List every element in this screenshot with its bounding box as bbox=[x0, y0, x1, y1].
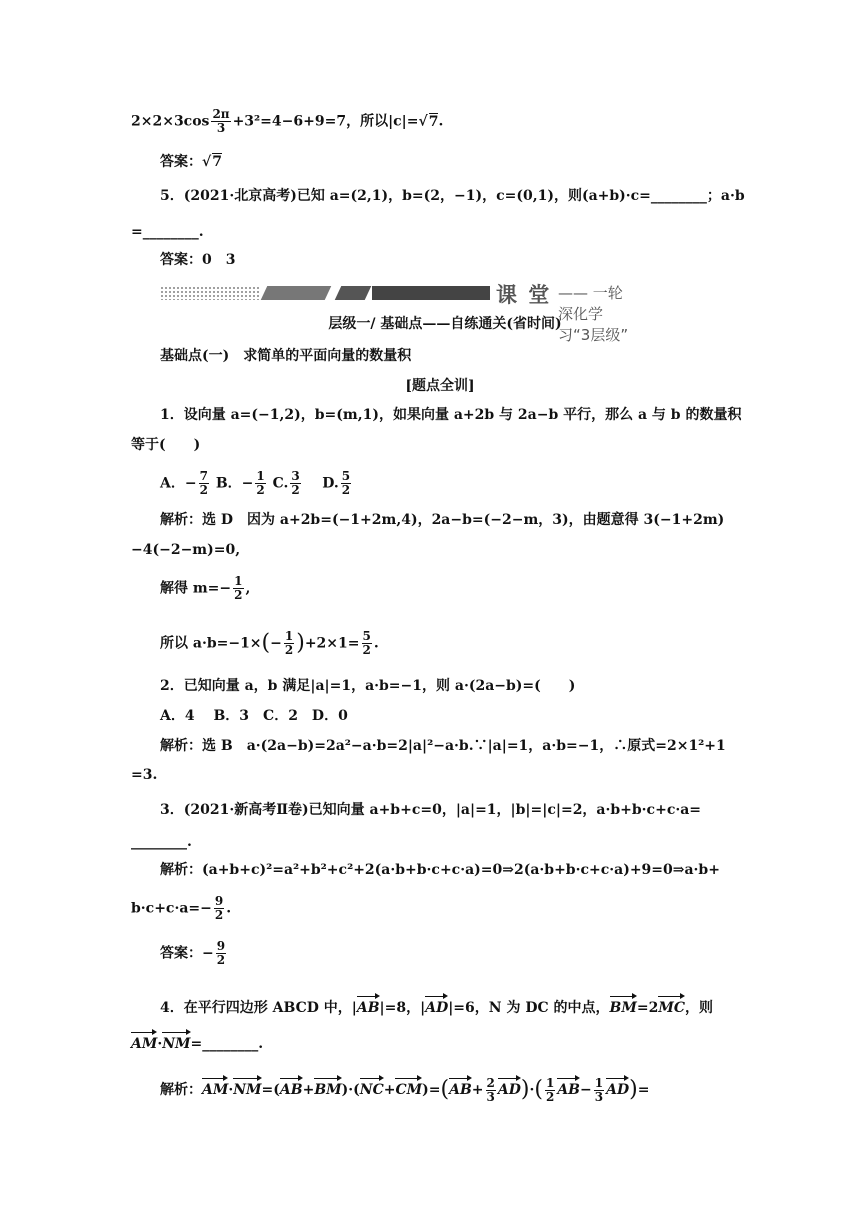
question-text: 5．(2021·北京高考)已知 a=(2,1)，b=(2，−1)，c=(0,1)，则(a+b)·c=________；a·b bbox=[160, 188, 745, 204]
section-title-text: 基础点(一) 求简单的平面向量的数量积 bbox=[160, 348, 412, 364]
banner-bar bbox=[261, 286, 332, 300]
question-4-cont bbox=[131, 1030, 732, 1054]
solution-3 bbox=[160, 860, 732, 880]
vector-nm: NM bbox=[162, 1030, 190, 1054]
question-2-options bbox=[160, 706, 732, 726]
question-2 bbox=[160, 676, 732, 696]
fraction bbox=[594, 1077, 604, 1104]
option-d: D. bbox=[322, 475, 339, 492]
paren-left: ( bbox=[534, 1077, 543, 1102]
vector-ab: AB bbox=[357, 994, 380, 1018]
solution-1-cont bbox=[131, 540, 732, 560]
fraction bbox=[341, 470, 351, 497]
text: , bbox=[245, 580, 251, 597]
question-3-cont bbox=[131, 832, 732, 852]
numerator: 9 bbox=[214, 894, 224, 908]
level-title-text: 层级一/ 基础点——自练通关(省时间) bbox=[328, 316, 562, 332]
solution-text: 解析：选 B a·(2a−b)=2a²−a·b=2|a|²−a·b.∵|a|=1，a·b=−1，∴原式=2×1²+1 bbox=[160, 738, 726, 754]
banner-bar bbox=[335, 286, 372, 300]
solution-2-cont bbox=[131, 765, 732, 785]
text: 所以 a·b=−1× bbox=[160, 635, 262, 652]
denominator: 2 bbox=[199, 483, 208, 497]
vector-ad: AD bbox=[606, 1076, 629, 1100]
banner-dots bbox=[160, 286, 260, 300]
text: . bbox=[226, 900, 232, 917]
solution-3-cont bbox=[131, 895, 732, 922]
question-text: 等于( ) bbox=[131, 437, 201, 453]
solution-4: 解析：AM·NM=(AB+BM)·(NC+CM)=(AB+ $\frac{2}{3}$ AD)·( $\frac{1}{2}$ AB− $\frac{1}{3}$ AD)= bbox=[160, 1075, 650, 1104]
vector-nc: NC bbox=[360, 1076, 384, 1100]
numerator: 5 bbox=[362, 629, 371, 643]
question-1 bbox=[160, 405, 742, 425]
denominator: 2 bbox=[341, 483, 351, 497]
fraction bbox=[284, 630, 294, 657]
question-3 bbox=[160, 800, 732, 820]
answer-q4-prev: 答案：√7 bbox=[160, 154, 222, 170]
numerator: 1 bbox=[234, 574, 243, 588]
fraction bbox=[211, 108, 230, 135]
answer-label: 答案： bbox=[160, 154, 202, 170]
solution-text: −4(−2−m)=0, bbox=[131, 542, 241, 558]
denominator: 2 bbox=[545, 1089, 555, 1104]
answer-label: 答案：− bbox=[160, 945, 214, 962]
option-b: B．− bbox=[215, 475, 254, 492]
question-4 bbox=[160, 994, 732, 1018]
text: +3²=4−6+9=7，所以|c|= bbox=[232, 113, 419, 130]
question-5 bbox=[160, 186, 745, 206]
denominator: 2 bbox=[291, 483, 300, 497]
banner-subtitle: —— 一轮深化学习“3层级” bbox=[558, 284, 629, 344]
fraction bbox=[255, 470, 265, 497]
numerator: 9 bbox=[216, 939, 226, 953]
radicand: 7 bbox=[428, 113, 439, 130]
section-title bbox=[160, 346, 732, 366]
solution-2 bbox=[160, 736, 732, 756]
vector-ab: AB bbox=[280, 1076, 303, 1100]
fraction bbox=[233, 575, 243, 602]
vector-am: AM bbox=[202, 1076, 228, 1100]
option-c: C. bbox=[272, 475, 289, 492]
numerator: 1 bbox=[545, 1075, 555, 1090]
text: |=8，| bbox=[379, 1000, 426, 1016]
vector-ab: AB bbox=[557, 1076, 580, 1100]
fraction bbox=[214, 895, 224, 922]
option-a: A．− bbox=[160, 475, 197, 492]
question-text: ________. bbox=[131, 834, 192, 850]
denominator: 2 bbox=[216, 953, 226, 967]
vector-nm: NM bbox=[233, 1076, 261, 1100]
drill-title bbox=[0, 376, 860, 396]
numerator: 1 bbox=[256, 469, 265, 483]
text: · bbox=[157, 1036, 163, 1052]
paren-left: ( bbox=[261, 630, 271, 656]
denominator: 2 bbox=[214, 908, 224, 922]
vector-ad: AD bbox=[498, 1076, 521, 1100]
vector-bm: BM bbox=[610, 994, 637, 1018]
fraction bbox=[290, 470, 300, 497]
question-text: =________. bbox=[131, 224, 204, 240]
paren-right: ) bbox=[520, 1077, 530, 1102]
text: =________. bbox=[190, 1036, 264, 1052]
level-title bbox=[0, 314, 860, 334]
banner-bar bbox=[372, 286, 490, 300]
solution-text: =3. bbox=[131, 767, 158, 783]
text: =2 bbox=[636, 1000, 659, 1016]
question-text: 2．已知向量 a，b 满足|a|=1，a·b=−1，则 a·(2a−b)=( ) bbox=[160, 678, 576, 694]
question-text: 3．(2021·新高考Ⅱ卷)已知向量 a+b+c=0，|a|=1，|b|=|c|=2，a·b+b·c+c·a= bbox=[160, 802, 702, 818]
numerator: 3 bbox=[291, 469, 300, 483]
fraction bbox=[486, 1077, 496, 1104]
denominator: 3 bbox=[594, 1089, 604, 1104]
answer-5 bbox=[160, 250, 732, 270]
denominator: 2 bbox=[256, 483, 265, 497]
denominator: 2 bbox=[284, 643, 294, 657]
paren-right: ) bbox=[629, 1077, 638, 1102]
text: b·c+c·a=− bbox=[131, 900, 212, 917]
vector-am: AM bbox=[131, 1030, 157, 1054]
denominator: 3 bbox=[486, 1089, 495, 1104]
numerator: 1 bbox=[284, 629, 294, 643]
question-1-cont bbox=[131, 435, 732, 455]
solution-1 bbox=[160, 510, 732, 530]
numerator: 2π bbox=[212, 107, 230, 121]
drill-title-text: [题点全训] bbox=[405, 378, 475, 394]
solution-text: 解析：(a+b+c)²=a²+b²+c²+2(a·b+b·c+c·a)=0⇒2(a·b+b·c+c·a)+9=0⇒a·b+ bbox=[160, 862, 720, 878]
text: ，则 bbox=[684, 1000, 713, 1016]
text: +2×1= bbox=[304, 635, 360, 652]
answer-3 bbox=[160, 940, 732, 967]
text: 4．在平行四边形 ABCD 中，| bbox=[160, 1000, 357, 1016]
answer-text: 答案：0 3 bbox=[160, 252, 236, 268]
solution-continuation: 2×2×3cos $\frac{2\pi}{3}$ +3²=4−6+9=7，所以|c|=√7. bbox=[131, 107, 444, 135]
fraction bbox=[199, 470, 209, 497]
solution-1-m bbox=[160, 575, 732, 602]
vector-mc: MC bbox=[658, 994, 685, 1018]
solution-label: 解析： bbox=[160, 1082, 202, 1098]
solution-text: 解析：选 D 因为 a+2b=(−1+2m,4)，2a−b=(−2−m，3)，由题意得 3(−1+2m) bbox=[160, 512, 725, 528]
fraction bbox=[216, 940, 226, 967]
numerator: 7 bbox=[199, 469, 208, 483]
denominator: 2 bbox=[234, 588, 243, 602]
text: . bbox=[373, 635, 379, 652]
text: |=6，N 为 DC 的中点， bbox=[448, 1000, 610, 1016]
numerator: 2 bbox=[486, 1075, 495, 1090]
paren-right: ) bbox=[296, 630, 305, 656]
vector-ad: AD bbox=[425, 994, 448, 1018]
text: 解得 m=− bbox=[160, 580, 232, 597]
text: 2×2×3cos bbox=[131, 113, 210, 130]
fraction bbox=[362, 630, 372, 657]
vector-bm: BM bbox=[314, 1076, 341, 1100]
numerator: 1 bbox=[594, 1075, 604, 1090]
question-5-cont bbox=[131, 222, 732, 242]
options-text: A．4 B．3 C．2 D．0 bbox=[160, 708, 348, 724]
banner-title: 课 堂 bbox=[496, 283, 552, 307]
vector-ab: AB bbox=[449, 1076, 472, 1100]
fraction bbox=[545, 1077, 555, 1104]
text: − bbox=[270, 635, 282, 652]
denominator: 2 bbox=[362, 643, 371, 657]
text: . bbox=[438, 113, 444, 130]
paren-left: ( bbox=[440, 1077, 450, 1102]
denominator: 3 bbox=[216, 121, 226, 135]
radicand: 7 bbox=[212, 154, 222, 170]
numerator: 5 bbox=[341, 469, 351, 483]
solution-1-result bbox=[160, 630, 732, 657]
question-1-options bbox=[160, 470, 732, 497]
question-text: 1．设向量 a=(−1,2)，b=(m,1)，如果向量 a+2b 与 2a−b 平行，那么 a 与 b 的数量积 bbox=[160, 407, 742, 423]
vector-cm: CM bbox=[395, 1076, 422, 1100]
